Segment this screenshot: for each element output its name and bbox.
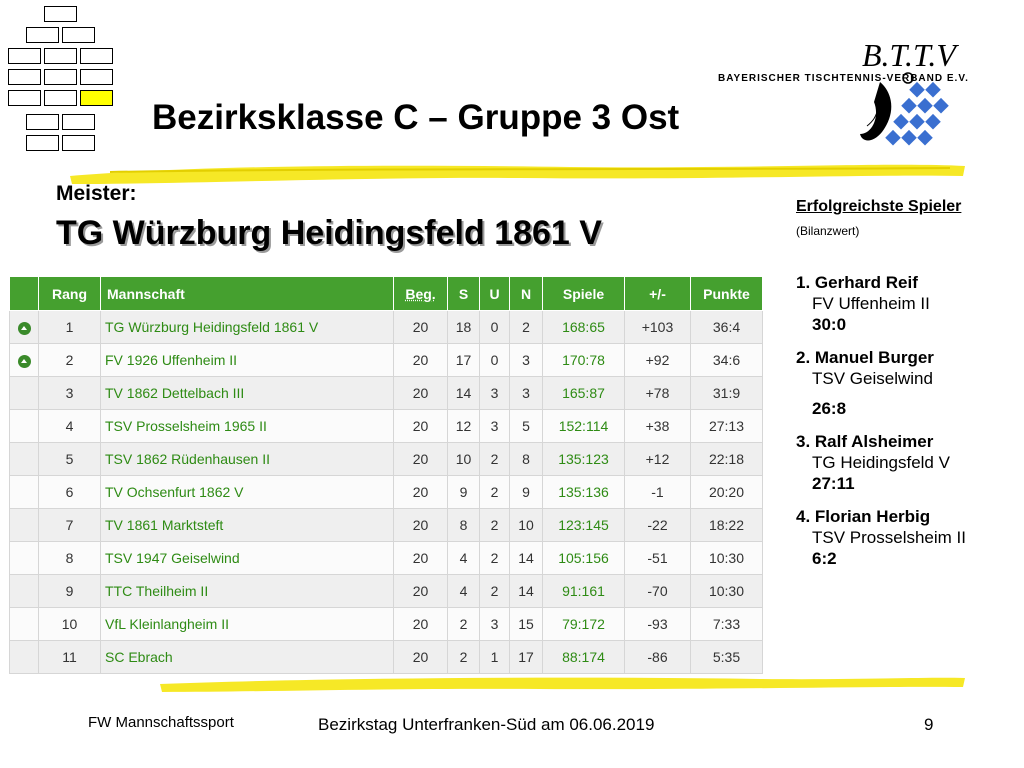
cell-punkte: 5:35 bbox=[691, 641, 763, 674]
header-beg[interactable]: Beg. bbox=[394, 277, 448, 311]
table-row bbox=[10, 476, 763, 509]
cell-u: 0 bbox=[480, 344, 510, 377]
cell-u: 3 bbox=[480, 410, 510, 443]
cell-spiele: 105:156 bbox=[543, 542, 625, 575]
top-players-panel bbox=[796, 198, 1016, 569]
pyramid-cell bbox=[26, 135, 59, 151]
cell-diff: -22 bbox=[625, 509, 691, 542]
cell-s: 2 bbox=[448, 641, 480, 674]
header-u[interactable]: U bbox=[480, 277, 510, 311]
cell-punkte: 20:20 bbox=[691, 476, 763, 509]
player-name: 2. Manuel Burger bbox=[796, 348, 934, 367]
cell-n: 8 bbox=[510, 443, 543, 476]
cell-beg: 20 bbox=[394, 344, 448, 377]
pyramid-cell bbox=[80, 69, 113, 85]
cell-punkte: 10:30 bbox=[691, 575, 763, 608]
table-row bbox=[10, 575, 763, 608]
cell-s: 10 bbox=[448, 443, 480, 476]
cell-rank: 2 bbox=[39, 344, 101, 377]
cell-u: 3 bbox=[480, 608, 510, 641]
header-rang[interactable]: Rang bbox=[39, 277, 101, 311]
cell-spiele: 165:87 bbox=[543, 377, 625, 410]
cell-n: 15 bbox=[510, 608, 543, 641]
cell-u: 2 bbox=[480, 575, 510, 608]
footer-center: Bezirkstag Unterfranken-Süd am 06.06.2019 bbox=[318, 715, 655, 734]
cell-spiele: 123:145 bbox=[543, 509, 625, 542]
pyramid-cell bbox=[44, 6, 77, 22]
pyramid-cell-highlighted bbox=[80, 90, 113, 106]
cell-spiele: 79:172 bbox=[543, 608, 625, 641]
cell-s: 8 bbox=[448, 509, 480, 542]
cell-rank: 3 bbox=[39, 377, 101, 410]
player-entry bbox=[796, 431, 1016, 494]
table-row bbox=[10, 509, 763, 542]
table-row bbox=[10, 410, 763, 443]
player-club: TSV Geiselwind bbox=[812, 369, 933, 388]
cell-diff: +92 bbox=[625, 344, 691, 377]
cell-team[interactable]: TSV 1947 Geiselwind bbox=[101, 542, 394, 575]
cell-s: 14 bbox=[448, 377, 480, 410]
pyramid-cell bbox=[62, 27, 95, 43]
cell-s: 9 bbox=[448, 476, 480, 509]
player-entry bbox=[796, 272, 1016, 335]
cell-beg: 20 bbox=[394, 542, 448, 575]
cell-diff: -1 bbox=[625, 476, 691, 509]
cell-spiele: 170:78 bbox=[543, 344, 625, 377]
cell-n: 3 bbox=[510, 344, 543, 377]
header-punkte[interactable]: Punkte bbox=[691, 277, 763, 311]
cell-beg: 20 bbox=[394, 443, 448, 476]
cell-team[interactable]: TV 1861 Marktsteft bbox=[101, 509, 394, 542]
cell-n: 17 bbox=[510, 641, 543, 674]
cell-diff: +38 bbox=[625, 410, 691, 443]
pyramid-cell bbox=[80, 48, 113, 64]
cell-beg: 20 bbox=[394, 575, 448, 608]
header-icon-col bbox=[10, 277, 39, 311]
cell-punkte: 10:30 bbox=[691, 542, 763, 575]
header-spiele[interactable]: Spiele bbox=[543, 277, 625, 311]
cell-punkte: 7:33 bbox=[691, 608, 763, 641]
header-diff[interactable]: +/- bbox=[625, 277, 691, 311]
pyramid-cell bbox=[8, 90, 41, 106]
cell-rank: 10 bbox=[39, 608, 101, 641]
logo-text: BAYERISCHER TISCHTENNIS-VERBAND E.V. bbox=[718, 73, 969, 84]
pyramid-cell bbox=[8, 69, 41, 85]
row-icon-cell bbox=[10, 443, 39, 476]
cell-spiele: 135:123 bbox=[543, 443, 625, 476]
cell-punkte: 34:6 bbox=[691, 344, 763, 377]
cell-diff: +12 bbox=[625, 443, 691, 476]
cell-diff: -86 bbox=[625, 641, 691, 674]
row-icon-cell bbox=[10, 377, 39, 410]
table-row bbox=[10, 377, 763, 410]
player-name: 1. Gerhard Reif bbox=[796, 273, 918, 292]
cell-s: 4 bbox=[448, 542, 480, 575]
footer-left: FW Mannschaftssport bbox=[88, 714, 234, 731]
cell-spiele: 91:161 bbox=[543, 575, 625, 608]
header-n[interactable]: N bbox=[510, 277, 543, 311]
cell-beg: 20 bbox=[394, 476, 448, 509]
pyramid-cell bbox=[26, 27, 59, 43]
pyramid-cell bbox=[44, 48, 77, 64]
cell-rank: 9 bbox=[39, 575, 101, 608]
pyramid-cell bbox=[62, 114, 95, 130]
cell-team[interactable]: VfL Kleinlangheim II bbox=[101, 608, 394, 641]
cell-diff: +103 bbox=[625, 311, 691, 344]
cell-team[interactable]: TSV Prosselsheim 1965 II bbox=[101, 410, 394, 443]
cell-diff: -93 bbox=[625, 608, 691, 641]
league-pyramid-diagram bbox=[6, 6, 116, 156]
row-icon-cell bbox=[10, 410, 39, 443]
table-row bbox=[10, 542, 763, 575]
header-s[interactable]: S bbox=[448, 277, 480, 311]
pyramid-cell bbox=[44, 69, 77, 85]
cell-u: 2 bbox=[480, 542, 510, 575]
player-entry bbox=[796, 347, 1016, 419]
table-row bbox=[10, 311, 763, 344]
cell-u: 2 bbox=[480, 476, 510, 509]
bttv-logo bbox=[712, 22, 972, 162]
top-players-title: Erfolgreichste Spieler bbox=[796, 198, 962, 215]
champion-label: Meister: bbox=[56, 182, 137, 205]
player-score: 27:11 bbox=[812, 474, 855, 493]
cell-n: 3 bbox=[510, 377, 543, 410]
champion-name: TG Würzburg Heidingsfeld 1861 V bbox=[56, 214, 602, 252]
row-icon-cell bbox=[10, 575, 39, 608]
row-icon-cell bbox=[10, 641, 39, 674]
header-mannschaft[interactable]: Mannschaft bbox=[101, 277, 394, 311]
table-row bbox=[10, 641, 763, 674]
cell-rank: 11 bbox=[39, 641, 101, 674]
cell-beg: 20 bbox=[394, 641, 448, 674]
cell-diff: -70 bbox=[625, 575, 691, 608]
cell-spiele: 88:174 bbox=[543, 641, 625, 674]
cell-diff: -51 bbox=[625, 542, 691, 575]
row-icon-cell bbox=[10, 476, 39, 509]
cell-beg: 20 bbox=[394, 410, 448, 443]
cell-team[interactable]: TSV 1862 Rüdenhausen II bbox=[101, 443, 394, 476]
brush-stroke-bottom bbox=[160, 672, 965, 696]
row-icon-cell bbox=[10, 509, 39, 542]
cell-s: 17 bbox=[448, 344, 480, 377]
cell-s: 12 bbox=[448, 410, 480, 443]
cell-rank: 5 bbox=[39, 443, 101, 476]
pyramid-cell bbox=[8, 48, 41, 64]
brush-stroke-top bbox=[70, 158, 965, 188]
cell-u: 1 bbox=[480, 641, 510, 674]
cell-n: 9 bbox=[510, 476, 543, 509]
cell-u: 2 bbox=[480, 443, 510, 476]
pyramid-cell bbox=[62, 135, 95, 151]
cell-punkte: 27:13 bbox=[691, 410, 763, 443]
cell-beg: 20 bbox=[394, 509, 448, 542]
cell-punkte: 18:22 bbox=[691, 509, 763, 542]
top-players-subtitle: (Bilanzwert) bbox=[796, 224, 860, 238]
page-number: 9 bbox=[924, 715, 934, 734]
cell-n: 14 bbox=[510, 542, 543, 575]
table-row bbox=[10, 443, 763, 476]
cell-rank: 4 bbox=[39, 410, 101, 443]
cell-u: 0 bbox=[480, 311, 510, 344]
player-name: 3. Ralf Alsheimer bbox=[796, 432, 934, 451]
standings-table bbox=[9, 276, 763, 674]
cell-beg: 20 bbox=[394, 311, 448, 344]
cell-punkte: 31:9 bbox=[691, 377, 763, 410]
cell-s: 2 bbox=[448, 608, 480, 641]
player-score: 26:8 bbox=[812, 399, 847, 418]
cell-rank: 8 bbox=[39, 542, 101, 575]
cell-rank: 6 bbox=[39, 476, 101, 509]
table-row bbox=[10, 344, 763, 377]
cell-beg: 20 bbox=[394, 608, 448, 641]
player-club: TG Heidingsfeld V bbox=[812, 453, 950, 472]
cell-team[interactable]: TV Ochsenfurt 1862 V bbox=[101, 476, 394, 509]
cell-n: 10 bbox=[510, 509, 543, 542]
cell-n: 5 bbox=[510, 410, 543, 443]
row-icon-cell bbox=[10, 344, 39, 377]
pyramid-cell bbox=[44, 90, 77, 106]
cell-rank: 1 bbox=[39, 311, 101, 344]
player-club: FV Uffenheim II bbox=[812, 294, 930, 313]
player-score: 30:0 bbox=[812, 315, 847, 334]
player-score: 6:2 bbox=[812, 549, 837, 568]
cell-team[interactable]: TG Würzburg Heidingsfeld 1861 V bbox=[101, 311, 394, 344]
cell-beg: 20 bbox=[394, 377, 448, 410]
cell-punkte: 22:18 bbox=[691, 443, 763, 476]
cell-diff: +78 bbox=[625, 377, 691, 410]
row-icon-cell bbox=[10, 608, 39, 641]
up-arrow-icon bbox=[18, 355, 31, 368]
cell-team[interactable]: FV 1926 Uffenheim II bbox=[101, 344, 394, 377]
pyramid-cell bbox=[26, 114, 59, 130]
page-title: Bezirksklasse C – Gruppe 3 Ost bbox=[152, 98, 680, 137]
player-name: 4. Florian Herbig bbox=[796, 507, 931, 526]
cell-spiele: 152:114 bbox=[543, 410, 625, 443]
player-entry bbox=[796, 506, 1016, 569]
cell-s: 18 bbox=[448, 311, 480, 344]
logo-letters: B.T.T.V bbox=[862, 37, 956, 73]
table-row bbox=[10, 608, 763, 641]
cell-team[interactable]: TTC Theilheim II bbox=[101, 575, 394, 608]
cell-team[interactable]: TV 1862 Dettelbach III bbox=[101, 377, 394, 410]
cell-team[interactable]: SC Ebrach bbox=[101, 641, 394, 674]
table-header-row bbox=[10, 277, 763, 311]
cell-spiele: 168:65 bbox=[543, 311, 625, 344]
cell-rank: 7 bbox=[39, 509, 101, 542]
cell-n: 14 bbox=[510, 575, 543, 608]
player-club: TSV Prosselsheim II bbox=[812, 528, 966, 547]
row-icon-cell bbox=[10, 542, 39, 575]
cell-s: 4 bbox=[448, 575, 480, 608]
cell-spiele: 135:136 bbox=[543, 476, 625, 509]
cell-n: 2 bbox=[510, 311, 543, 344]
cell-u: 3 bbox=[480, 377, 510, 410]
cell-u: 2 bbox=[480, 509, 510, 542]
up-arrow-icon bbox=[18, 322, 31, 335]
row-icon-cell bbox=[10, 311, 39, 344]
cell-punkte: 36:4 bbox=[691, 311, 763, 344]
